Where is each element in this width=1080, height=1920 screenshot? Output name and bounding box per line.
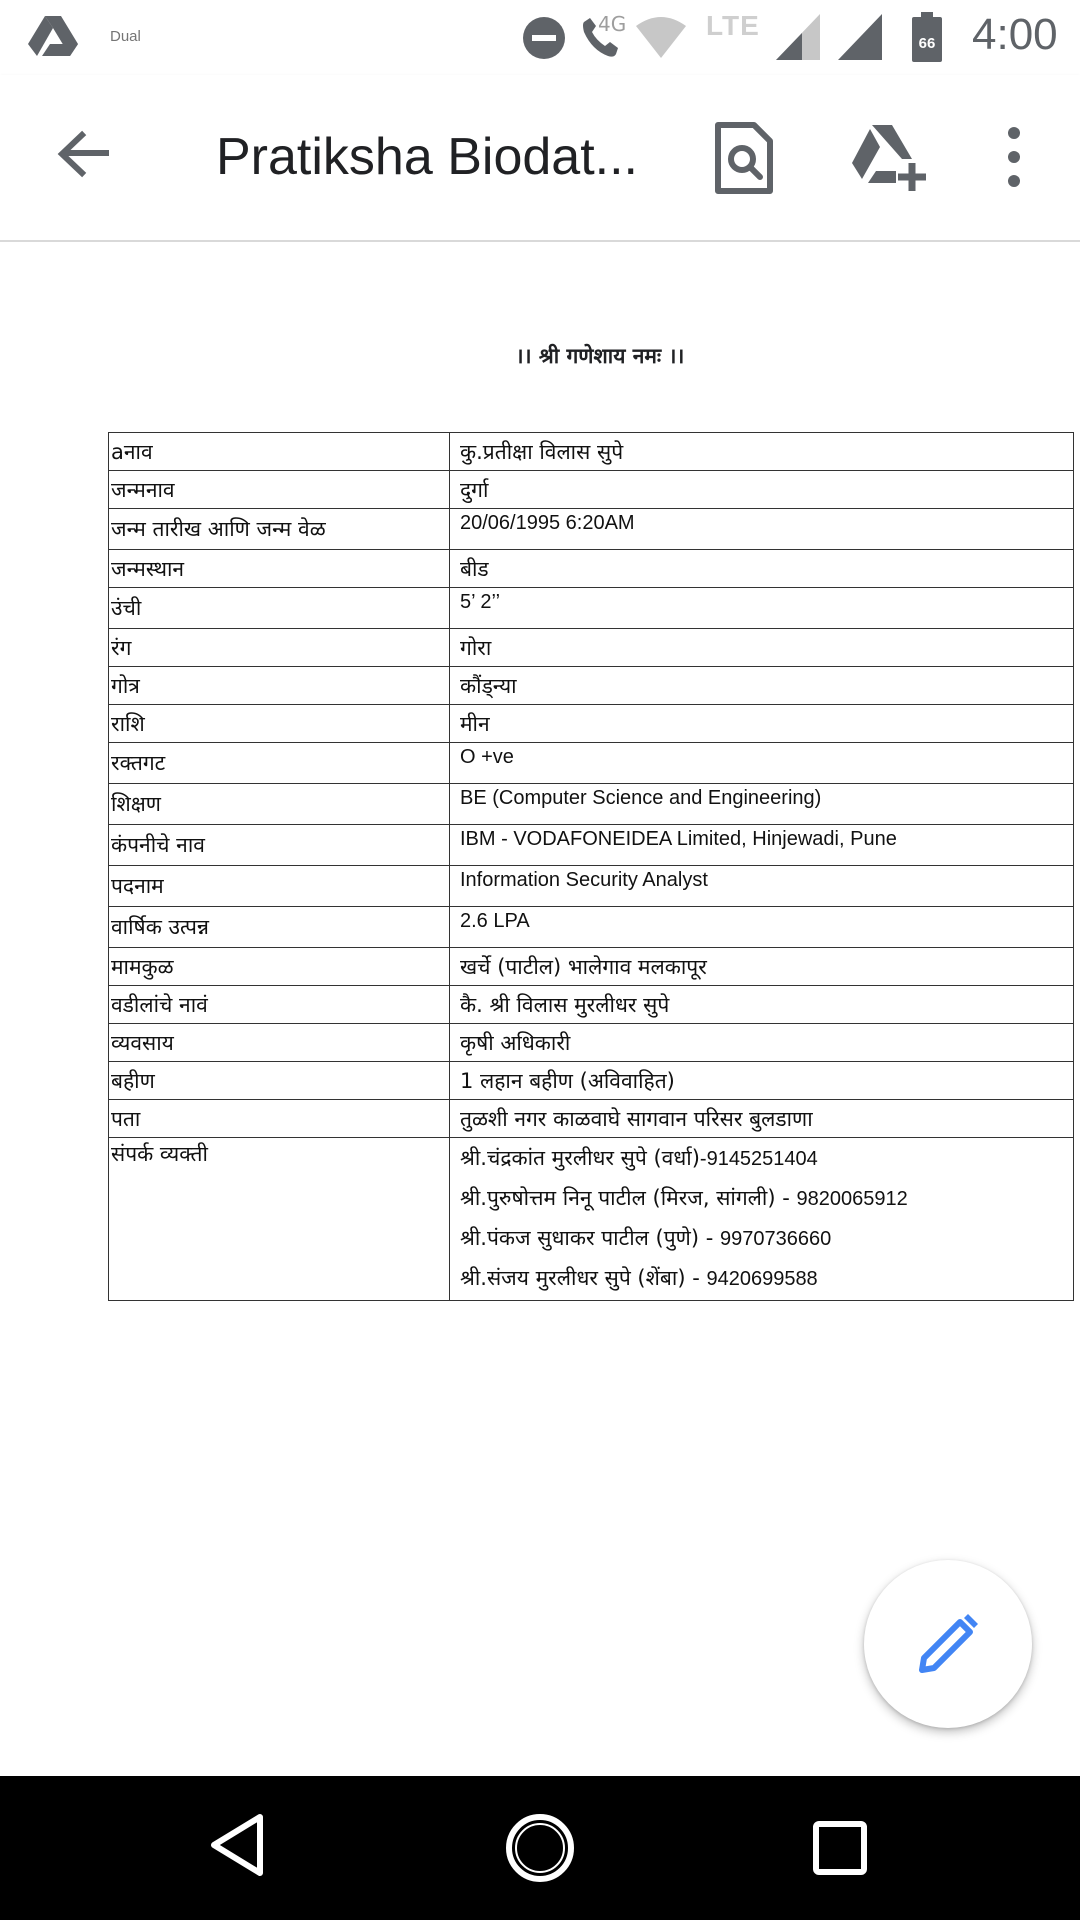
table-row: [109, 471, 1074, 509]
row-label: व्यवसाय: [109, 1024, 450, 1062]
contact-name: श्री.संजय मुरलीधर सुपे (शेंबा) -: [460, 1266, 707, 1290]
row-value: 20/06/1995 6:20AM: [450, 509, 1074, 550]
table-row-contacts: [109, 1138, 1074, 1301]
row-label: जन्मस्थान: [109, 550, 450, 588]
row-label: जन्म तारीख आणि जन्म वेळ: [109, 509, 450, 550]
row-value: बीड: [450, 550, 1074, 588]
row-label: राशि: [109, 705, 450, 743]
table-row: [109, 1062, 1074, 1100]
nav-home-button[interactable]: [504, 1812, 576, 1889]
contact-phone: 9820065912: [796, 1188, 908, 1210]
document-invocation-heading: ।। श्री गणेशाय नमः ।।: [515, 344, 685, 368]
row-value: 1 लहान बहीण (अविवाहित): [450, 1062, 1074, 1100]
edit-pencil-icon: [916, 1612, 980, 1676]
row-value: कै. श्री विलास मुरलीधर सुपे: [450, 986, 1074, 1024]
battery-icon: [912, 12, 942, 67]
status-bar: [0, 0, 1080, 75]
row-label: वार्षिक उत्पन्न: [109, 907, 450, 948]
dual-sim-label: Dual: [110, 28, 141, 45]
table-row: [109, 705, 1074, 743]
row-label: पता: [109, 1100, 450, 1138]
back-button[interactable]: [48, 119, 120, 191]
contact-person: [460, 1260, 1073, 1300]
table-row: [109, 948, 1074, 986]
google-drive-notification-icon: [28, 16, 78, 61]
row-label: रंग: [109, 629, 450, 667]
edit-fab-button[interactable]: [864, 1560, 1032, 1728]
row-label: कंपनीचे नाव: [109, 825, 450, 866]
row-value: मीन: [450, 705, 1074, 743]
row-label: बहीण: [109, 1062, 450, 1100]
more-options-button[interactable]: [992, 121, 1036, 193]
contact-phone: 9420699588: [706, 1268, 818, 1290]
row-value: कौंड्न्या: [450, 667, 1074, 705]
find-in-document-button[interactable]: [712, 121, 776, 195]
contact-name: श्री.चंद्रकांत मुरलीधर सुपे (वर्धा): [460, 1146, 700, 1170]
network-type-label: 4G: [598, 12, 627, 36]
nav-home-icon: [504, 1812, 576, 1884]
table-row: [109, 509, 1074, 550]
nav-back-button[interactable]: [208, 1812, 268, 1883]
row-value: 2.6 LPA: [450, 907, 1074, 948]
contact-list: [450, 1138, 1074, 1301]
row-value: IBM - VODAFONEIDEA Limited, Hinjewadi, Pune: [450, 825, 1074, 866]
row-value: तुळशी नगर काळवाघे सागवान परिसर बुलडाणा: [450, 1100, 1074, 1138]
find-in-document-icon: [712, 121, 776, 195]
document-title: Pratiksha Biodat...: [216, 128, 638, 186]
battery-level: 66: [918, 35, 936, 52]
system-navigation-bar: [0, 1776, 1080, 1920]
table-row: [109, 1024, 1074, 1062]
row-label: उंची: [109, 588, 450, 629]
row-label: aनाव: [109, 433, 450, 471]
row-value: दुर्गा: [450, 471, 1074, 509]
row-value: BE (Computer Science and Engineering): [450, 784, 1074, 825]
contact-person: [460, 1220, 1073, 1260]
add-to-drive-button[interactable]: [850, 121, 928, 193]
row-label: रक्तगट: [109, 743, 450, 784]
add-to-drive-icon: [850, 121, 928, 193]
table-row: [109, 667, 1074, 705]
contact-name: श्री.पंकज सुधाकर पाटील (पुणे) -: [460, 1226, 720, 1250]
table-row: [109, 629, 1074, 667]
row-label: संपर्क व्यक्ती: [109, 1138, 450, 1301]
table-row: [109, 986, 1074, 1024]
row-label: पदनाम: [109, 866, 450, 907]
contact-name: श्री.पुरुषोत्तम निनू पाटील (मिरज, सांगली) -: [460, 1186, 797, 1210]
clock: 4:00: [972, 10, 1058, 59]
row-value: कु.प्रतीक्षा विलास सुपे: [450, 433, 1074, 471]
do-not-disturb-icon: [522, 16, 566, 65]
table-row: [109, 550, 1074, 588]
table-row: [109, 1100, 1074, 1138]
cell-signal-sim1-icon: [776, 14, 820, 65]
nav-recents-button[interactable]: [812, 1820, 868, 1881]
table-row: [109, 866, 1074, 907]
lte-label: LTE: [706, 10, 760, 41]
row-label: वडीलांचे नावं: [109, 986, 450, 1024]
nav-back-icon: [208, 1812, 268, 1878]
row-label: मामकुळ: [109, 948, 450, 986]
contact-phone: 9970736660: [719, 1228, 832, 1250]
table-row: [109, 433, 1074, 471]
contact-phone: -9145251404: [699, 1148, 818, 1170]
row-value: गोरा: [450, 629, 1074, 667]
row-value: Information Security Analyst: [450, 866, 1074, 907]
wifi-signal-icon: [636, 16, 686, 63]
document-viewer[interactable]: [0, 242, 1080, 1776]
row-label: जन्मनाव: [109, 471, 450, 509]
table-row: [109, 588, 1074, 629]
app-bar: [0, 75, 1080, 242]
back-arrow-icon: [48, 119, 120, 191]
row-value: 5’ 2’’: [450, 588, 1074, 629]
table-row: [109, 907, 1074, 948]
contact-person: [460, 1180, 1073, 1220]
cell-signal-sim2-icon: [838, 14, 882, 65]
row-value: O +ve: [450, 743, 1074, 784]
row-value: कृषी अधिकारी: [450, 1024, 1074, 1062]
biodata-table: [108, 432, 1074, 1301]
table-row: [109, 743, 1074, 784]
row-label: शिक्षण: [109, 784, 450, 825]
more-vert-icon: [992, 121, 1036, 193]
row-label: गोत्र: [109, 667, 450, 705]
table-row: [109, 825, 1074, 866]
row-value: खर्चे (पाटील) भालेगाव मलकापूर: [450, 948, 1074, 986]
table-row: [109, 784, 1074, 825]
nav-recents-icon: [812, 1820, 868, 1876]
contact-person: [460, 1140, 1073, 1180]
